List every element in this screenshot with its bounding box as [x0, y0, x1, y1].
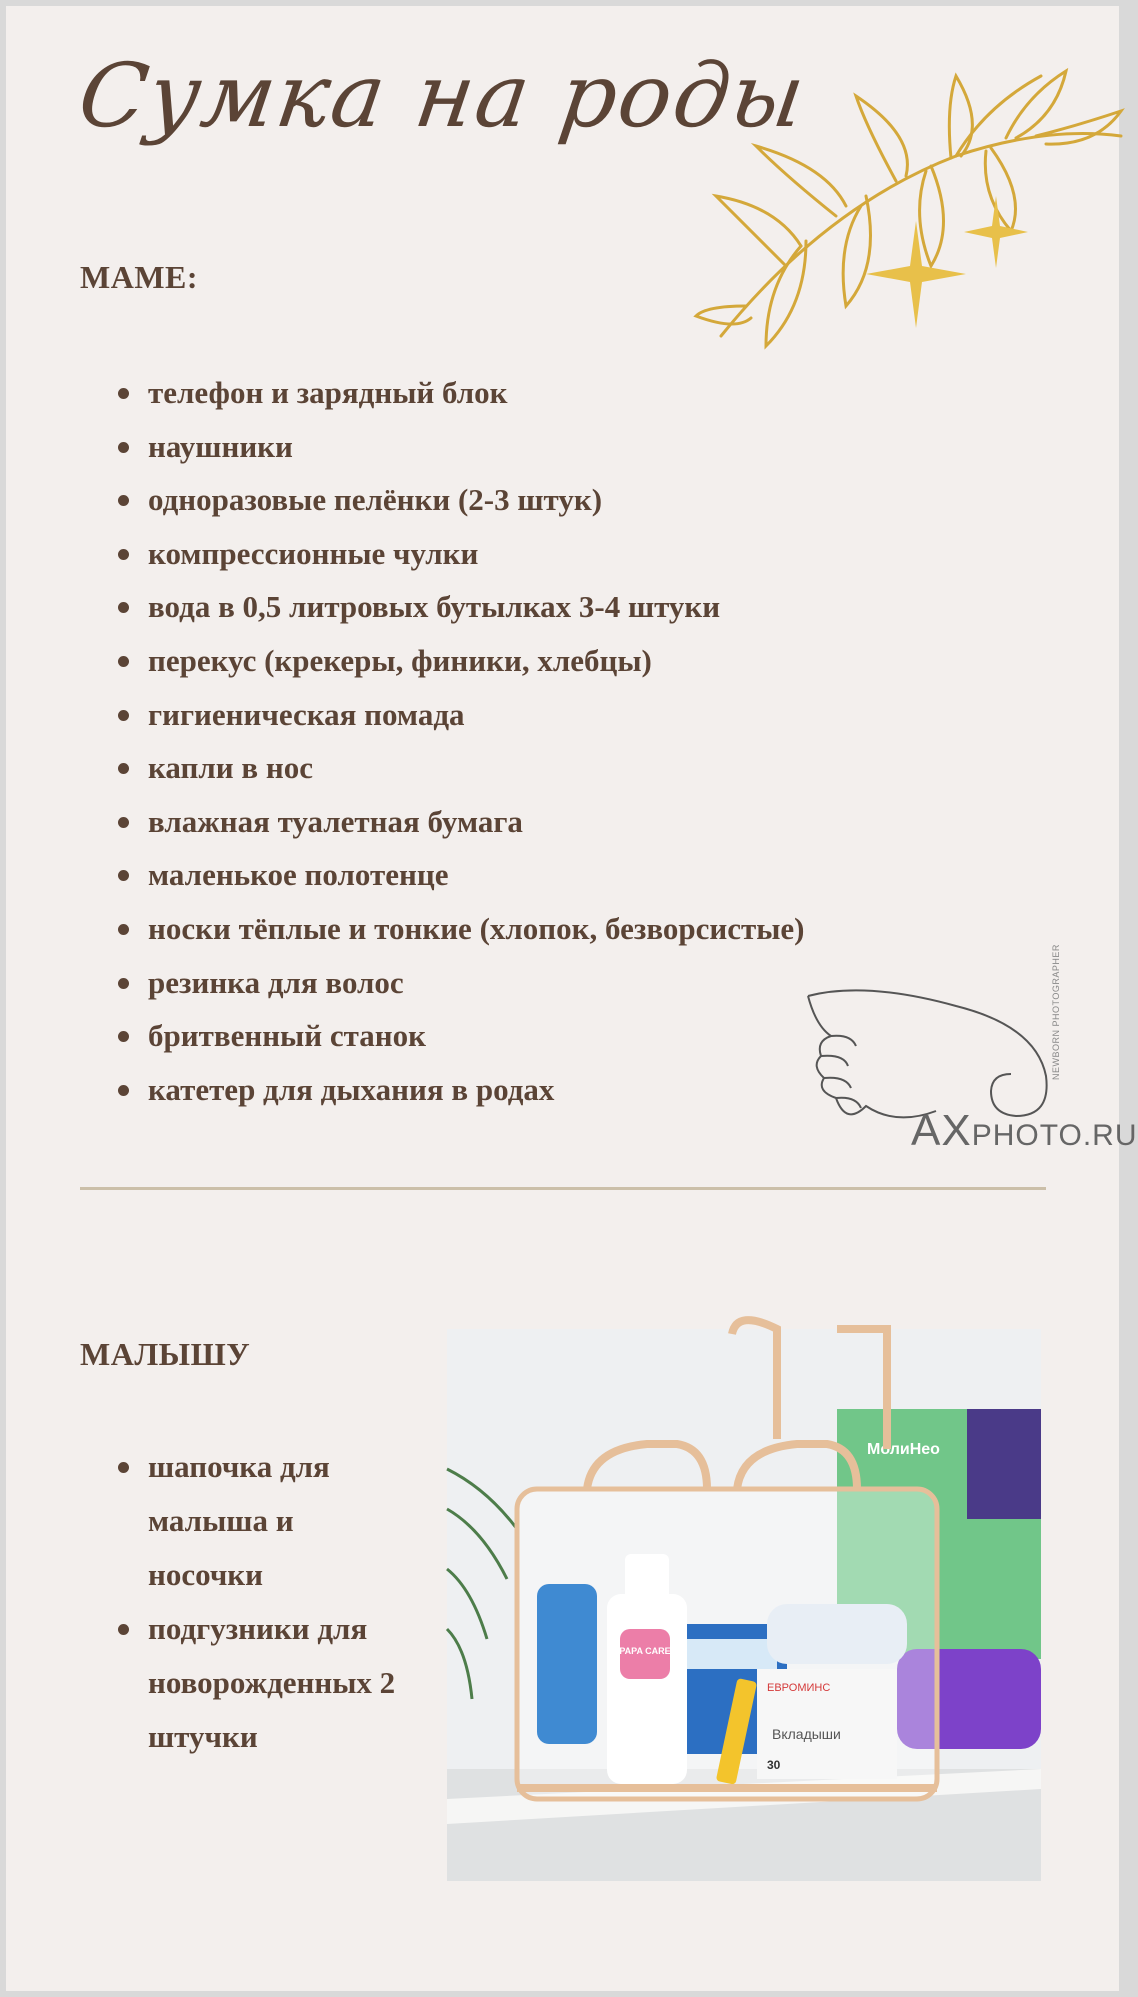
list-item: вода в 0,5 литровых бутылках 3-4 штуки: [116, 580, 936, 634]
page: [6, 6, 1138, 1991]
sparkle-large-icon: [866, 221, 966, 328]
mom-section-heading: МАМЕ:: [80, 259, 199, 295]
list-item: подгузники для новорожденных 2 штучки: [116, 1602, 416, 1764]
list-item: бритвенный станок: [116, 1009, 936, 1063]
list-item: наушники: [116, 420, 936, 474]
sparkle-small-icon: [964, 196, 1028, 268]
list-item: гигиеническая помада: [116, 688, 936, 742]
list-item: маленькое полотенце: [116, 848, 936, 902]
list-item: компрессионные чулки: [116, 527, 936, 581]
list-item: резинка для волос: [116, 956, 936, 1010]
section-divider: [80, 1187, 1046, 1190]
baby-section-heading: МАЛЫШУ: [80, 1336, 251, 1372]
logo-domain: PHOTO.RU: [971, 1119, 1138, 1152]
gold-branch-decoration: [706, 56, 1126, 386]
list-item: катетер для дыхания в родах: [116, 1063, 936, 1117]
list-item: шапочка для малыша и носочки: [116, 1440, 416, 1602]
list-item: перекус (крекеры, финики, хлебцы): [116, 634, 936, 688]
list-item: носки тёплые и тонкие (хлопок, безворсистые): [116, 902, 936, 956]
pads-label: Вкладыши: [772, 1726, 841, 1742]
list-item: влажная туалетная бумага: [116, 795, 936, 849]
logo-wordmark: [911, 1106, 1138, 1156]
package-brand: МолиНео: [867, 1441, 940, 1458]
bottle-brand: PAPA CARE: [619, 1646, 671, 1656]
logo-tagline: NEWBORN PHOTOGRAPHER: [1051, 944, 1061, 1080]
page-title: Сумка на роды: [72, 44, 813, 147]
pads-count: 30: [767, 1758, 781, 1772]
logo-ax: AX: [911, 1106, 972, 1155]
list-item: капли в нос: [116, 741, 936, 795]
baby-items-list: [116, 1440, 416, 1764]
maternity-bag-photo: [447, 1329, 1041, 1881]
list-item: телефон и зарядный блок: [116, 366, 936, 420]
list-item: одноразовые пелёнки (2-3 штук): [116, 473, 936, 527]
pads-brand: ЕВРОМИНС: [767, 1682, 831, 1694]
